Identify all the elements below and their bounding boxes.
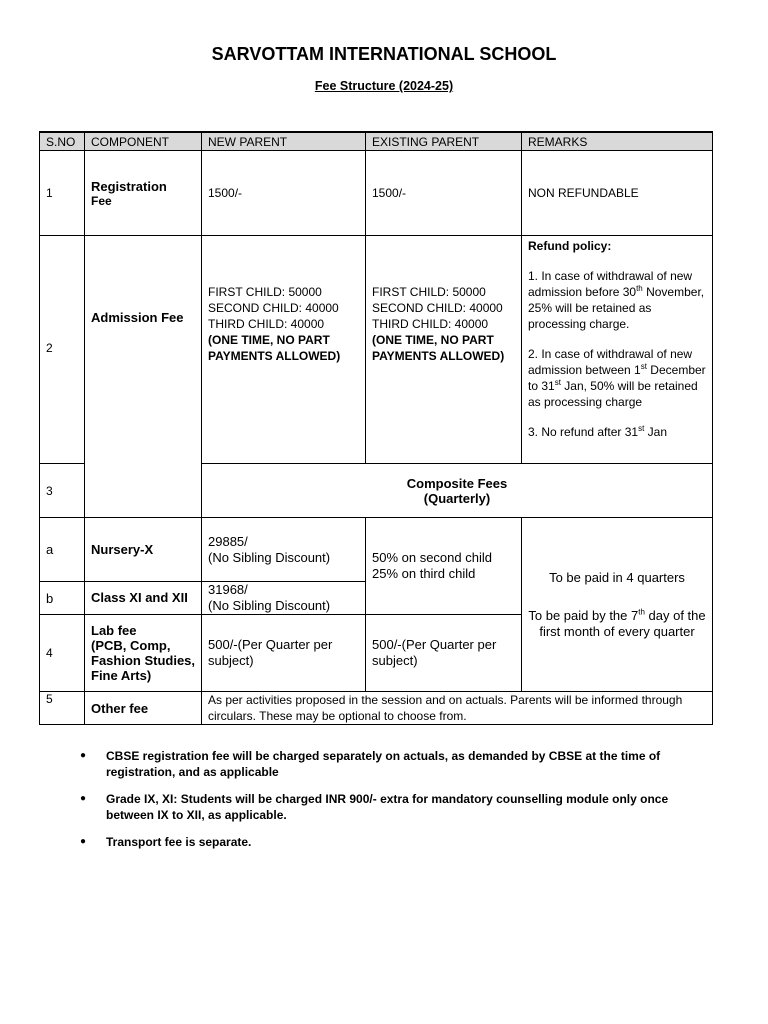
fee-line: FIRST CHILD: 50000 — [372, 285, 486, 299]
component-cell — [85, 615, 202, 692]
composite-fees-period: (Quarterly) — [423, 490, 491, 506]
payment-schedule-line: To be paid in 4 quarters — [549, 569, 685, 585]
component-cell — [85, 151, 202, 236]
list-item: ● CBSE registration fee will be charged separately on actuals, as demanded by CBSE at the time of registration, and as applicable — [80, 749, 661, 779]
fee-line: THIRD CHILD: 40000 — [372, 317, 489, 331]
list-item: ● Grade IX, XI: Students will be charged INR 900/- extra for mandatory counselling module only once between IX to XII, as applicable. — [80, 792, 669, 822]
component-label: Admission Fee — [91, 310, 184, 325]
new-parent-cell — [202, 518, 366, 582]
sno-cell: 5 — [40, 692, 85, 725]
new-parent-cell: 1500/- — [202, 151, 366, 236]
component-label: Lab fee — [91, 623, 137, 638]
existing-parent-cell: 500/-(Per Quarter per subject) — [366, 615, 522, 692]
discount-line: 50% on second child — [372, 550, 492, 565]
component-cell — [85, 236, 202, 518]
refund-policy-item-2: 2. In case of withdrawal of new admission between 1st December to 31st Jan, 50% will be retained as processing charge — [528, 347, 706, 409]
notes-list — [80, 748, 680, 861]
fee-line: SECOND CHILD: 40000 — [208, 301, 339, 315]
table-header-row — [40, 132, 713, 151]
table-row-admission — [40, 236, 713, 464]
new-parent-cell — [202, 582, 366, 615]
bullet-icon: ● — [80, 793, 87, 804]
table-row-nursery — [40, 518, 713, 582]
refund-policy-item-3: 3. No refund after 31st Jan — [528, 424, 667, 439]
sno-cell: 2 — [40, 236, 85, 464]
table-row-registration — [40, 151, 713, 236]
fee-amount: 29885/ — [208, 533, 248, 549]
existing-parent-cell — [366, 236, 522, 464]
bullet-icon: ● — [80, 750, 87, 761]
existing-parent-cell: 1500/- — [366, 151, 522, 236]
fee-note: (ONE TIME, NO PART — [372, 333, 494, 347]
col-header-new-parent: NEW PARENT — [202, 132, 366, 151]
component-label-sub: Fee — [91, 193, 112, 208]
fee-line: SECOND CHILD: 40000 — [372, 301, 503, 315]
col-header-component: COMPONENT — [85, 132, 202, 151]
component-label: Registration — [91, 178, 167, 194]
sno-cell: 1 — [40, 151, 85, 236]
sibling-discount-cell — [366, 518, 522, 615]
school-name: SARVOTTAM INTERNATIONAL SCHOOL — [211, 44, 557, 64]
sno-cell: a — [40, 518, 85, 582]
fee-note: (No Sibling Discount) — [208, 549, 331, 565]
fee-note: PAYMENTS ALLOWED) — [372, 349, 505, 363]
component-subjects: (PCB, Comp, Fashion Studies, Fine Arts) — [91, 638, 196, 683]
payment-deadline-line: To be paid by the 7th day of the first month of every quarter — [528, 607, 706, 639]
other-fee-description: As per activities proposed in the session and on actuals. Parents will be informed through circulars. These may be optional to choose from. — [202, 692, 713, 725]
component-cell: Other fee — [85, 692, 202, 725]
composite-fees-label: Composite Fees — [406, 475, 508, 491]
sno-cell: 3 — [40, 464, 85, 518]
component-cell: Nursery-X — [85, 518, 202, 582]
fee-note: PAYMENTS ALLOWED) — [208, 349, 341, 363]
col-header-sno: S.NO — [40, 132, 85, 151]
fee-amount: 31968/ — [208, 582, 248, 597]
list-item: ● Transport fee is separate. — [80, 835, 252, 849]
refund-policy-title: Refund policy: — [528, 239, 612, 253]
payment-schedule-cell — [522, 518, 713, 692]
remarks-cell: NON REFUNDABLE — [522, 151, 713, 236]
composite-fees-cell — [202, 464, 713, 518]
col-header-existing-parent: EXISTING PARENT — [366, 132, 522, 151]
component-cell: Class XI and XII — [85, 582, 202, 615]
refund-policy-cell — [522, 236, 713, 464]
new-parent-cell — [202, 236, 366, 464]
fee-structure-subtitle: Fee Structure (2024-25) — [314, 79, 454, 93]
table-row-other-fee — [40, 692, 713, 725]
refund-policy-item-1: 1. In case of withdrawal of new admission before 30th November, 25% will be retained as processing charge. — [528, 269, 705, 331]
sno-cell: 4 — [40, 615, 85, 692]
new-parent-cell: 500/-(Per Quarter per subject) — [202, 615, 366, 692]
fee-note: (No Sibling Discount) — [208, 598, 331, 613]
fee-note: (ONE TIME, NO PART — [208, 333, 330, 347]
col-header-remarks: REMARKS — [522, 132, 713, 151]
sno-cell: b — [40, 582, 85, 615]
discount-line: 25% on third child — [372, 566, 476, 581]
bullet-icon: ● — [80, 836, 87, 847]
fee-table — [39, 131, 713, 725]
fee-line: THIRD CHILD: 40000 — [208, 317, 325, 331]
fee-line: FIRST CHILD: 50000 — [208, 285, 322, 299]
